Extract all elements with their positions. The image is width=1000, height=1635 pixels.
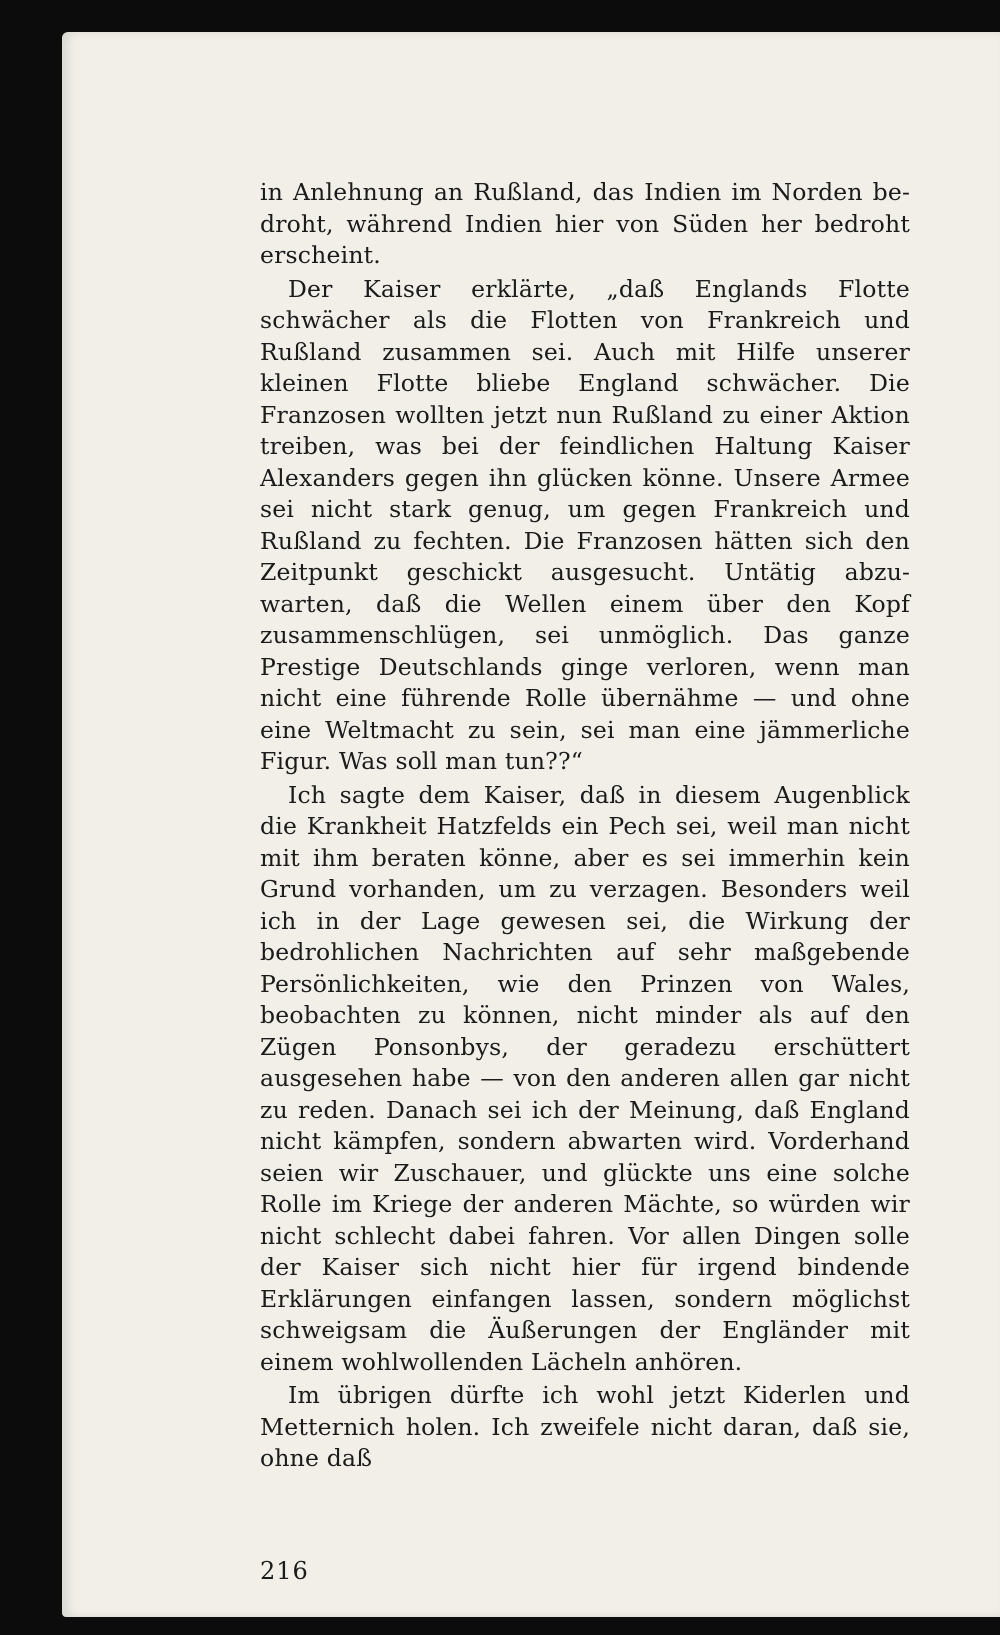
page-number: 216 [260,1557,309,1585]
paragraph-4: Im übrigen dürfte ich wohl jetzt Kiderlen und Metternich holen. Ich zweifele nicht daran, daß sie, ohne daß [260,1381,910,1472]
paragraph-2: Der Kaiser erklärte, „daß Englands Flotte schwächer als die Flotten von Frankreich und Rußland zusammen sei. Auch mit Hilfe unserer kleinen Flotte bliebe England schwächer. Die Franzosen wollten jetzt nun Rußland zu einer Aktion treiben, was bei der feindlichen Haltung Kaiser Alexanders gegen ihn glücken könne. Unsere Armee sei nicht stark genug, um gegen Frankreich und Rußland zu fechten. Die Franzosen hätten sich den Zeitpunkt geschickt ausgesucht. Untätig abzuwarten, daß die Wellen einem über den Kopf zusammenschlügen, sei unmöglich. Das ganze Prestige Deutschlands ginge verloren, wenn man nicht eine führende Rolle übernähme — und ohne eine Weltmacht zu sein, sei man eine jämmerliche Figur. Was soll man tun??“ [260,274,910,775]
book-page [62,32,1000,1617]
paragraph-1: in Anlehnung an Rußland, das Indien im Norden bedroht, während Indien hier von Süden her bedroht erscheint. [260,178,910,269]
body-text [260,177,910,1477]
paragraph-3: Ich sagte dem Kaiser, daß in diesem Augenblick die Krankheit Hatzfelds ein Pech sei, weil man nicht mit ihm beraten könne, aber es sei immerhin kein Grund vorhanden, um zu verzagen. Besonders weil ich in der Lage gewesen sei, die Wirkung der bedrohlichen Nachrichten auf sehr maßgebende Persönlichkeiten, wie den Prinzen von Wales, beobachten zu können, nicht minder als auf den Zügen Ponsonbys, der geradezu erschüttert ausgesehen habe — von den anderen allen gar nicht zu reden. Danach sei ich der Meinung, daß England nicht kämpfen, sondern abwarten wird. Vorderhand seien wir Zuschauer, und glückte uns eine solche Rolle im Kriege der anderen Mächte, so würden wir nicht schlecht dabei fahren. Vor allen Dingen solle der Kaiser sich nicht hier für irgend bindende Erklärungen einfangen lassen, sondern möglichst schweigsam die Äußerungen der Engländer mit einem wohlwollenden Lächeln anhören. [260,780,910,1376]
